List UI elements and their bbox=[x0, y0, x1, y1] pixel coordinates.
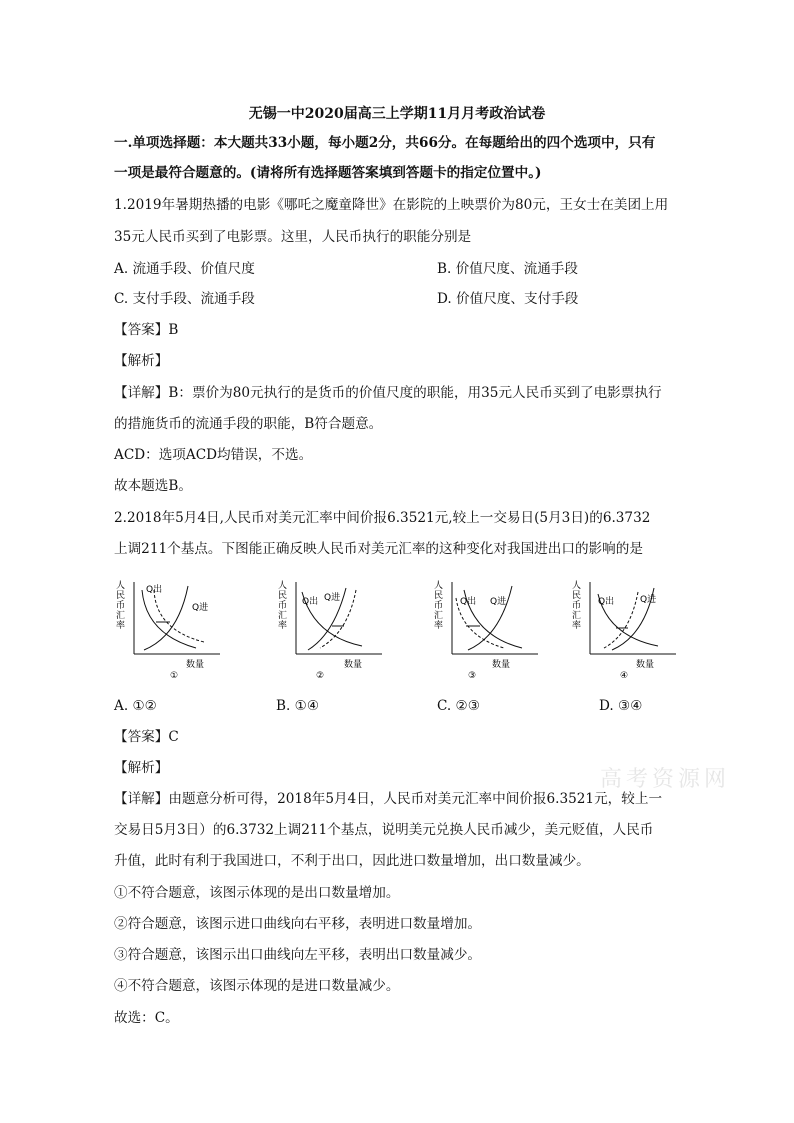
q2-answer: 【答案】C bbox=[114, 729, 179, 745]
q2-conclusion: 故选：C。 bbox=[114, 1010, 179, 1026]
svg-text:Q进: Q进 bbox=[490, 597, 507, 607]
section-header-line2: 一项是最符合题意的。(请将所有选择题答案填到答题卡的指定位置中。) bbox=[114, 165, 542, 181]
q1-option-a: A. 流通手段、价值尺度 bbox=[114, 261, 255, 277]
q1-answer: 【答案】B bbox=[114, 322, 179, 338]
q1-conclusion: 故本题选B。 bbox=[114, 478, 192, 494]
svg-text:Q进: Q进 bbox=[640, 595, 657, 605]
q1-option-b: B. 价值尺度、流通手段 bbox=[437, 261, 578, 277]
svg-text:Q进: Q进 bbox=[324, 593, 341, 603]
graph-1-xlabel: 数量 bbox=[186, 660, 205, 670]
graph-3-num: ③ bbox=[468, 671, 477, 681]
svg-text:民: 民 bbox=[434, 591, 444, 601]
q2-item-3: ③符合题意，该图示出口曲线向左平移，表明出口数量减少。 bbox=[114, 947, 482, 963]
svg-text:率: 率 bbox=[278, 621, 288, 631]
svg-text:汇: 汇 bbox=[116, 611, 126, 621]
svg-text:币: 币 bbox=[572, 601, 582, 611]
q2-item-2: ②符合题意，该图示进口曲线向右平移，表明进口数量增加。 bbox=[114, 916, 482, 932]
svg-text:币: 币 bbox=[434, 601, 444, 611]
graph-1-ylabel-1: 人 bbox=[116, 581, 126, 591]
q1-stem-line1: 1.2019年暑期热播的电影《哪吒之魔童降世》在影院的上映票价为80元，王女士在美团上用 bbox=[114, 197, 669, 213]
graph-3-xlabel: 数量 bbox=[492, 660, 511, 670]
q2-item-1: ①不符合题意，该图示体现的是出口数量增加。 bbox=[114, 885, 400, 901]
svg-text:率: 率 bbox=[116, 621, 126, 631]
q2-option-a: A. ①② bbox=[114, 698, 157, 714]
svg-text:人: 人 bbox=[434, 581, 444, 591]
q2-option-b: B. ①④ bbox=[276, 698, 320, 714]
svg-text:币: 币 bbox=[278, 601, 288, 611]
svg-text:Q出: Q出 bbox=[598, 597, 615, 607]
svg-text:人: 人 bbox=[572, 581, 582, 591]
page-title: 无锡一中2020届高三上学期11月月考政治试卷 bbox=[248, 106, 546, 122]
graph-4-xlabel: 数量 bbox=[636, 660, 655, 670]
graph-2 bbox=[274, 578, 386, 680]
graph-2-xlabel: 数量 bbox=[344, 660, 363, 670]
graph-1-num: ① bbox=[170, 671, 179, 681]
q1-detail-line3: ACD：选项ACD均错误，不选。 bbox=[114, 447, 313, 463]
q2-analysis-label: 【解析】 bbox=[114, 760, 169, 776]
watermark: 高考资源网 bbox=[600, 767, 731, 792]
svg-text:民: 民 bbox=[116, 591, 126, 601]
svg-text:Q出: Q出 bbox=[302, 597, 319, 607]
q1-analysis-label: 【解析】 bbox=[114, 353, 169, 369]
q2-option-d: D. ③④ bbox=[599, 698, 643, 714]
graph-1 bbox=[112, 578, 224, 680]
q1-stem-line2: 35元人民币买到了电影票。这里，人民币执行的职能分别是 bbox=[114, 229, 472, 245]
q1-detail-line2: 的措施货币的流通手段的职能，B符合题意。 bbox=[114, 416, 383, 432]
svg-text:人: 人 bbox=[278, 581, 288, 591]
svg-text:Q出: Q出 bbox=[460, 597, 477, 607]
graph-4 bbox=[568, 578, 680, 680]
q2-stem-line1: 2.2018年5月4日,人民币对美元汇率中间价报6.3521元,较上一交易日(5月3日)的6.3732 bbox=[114, 510, 651, 526]
q2-option-c: C. ②③ bbox=[437, 698, 480, 714]
q2-detail-line2: 交易日5月3日）的6.3732上调211个基点，说明美元兑换人民币减少，美元贬值，人民币 bbox=[114, 822, 654, 838]
svg-text:民: 民 bbox=[572, 591, 582, 601]
svg-text:民: 民 bbox=[278, 591, 288, 601]
svg-text:率: 率 bbox=[434, 621, 444, 631]
graph-2-num: ② bbox=[316, 671, 325, 681]
svg-text:Q出: Q出 bbox=[146, 585, 163, 595]
svg-text:币: 币 bbox=[116, 601, 126, 611]
svg-text:汇: 汇 bbox=[572, 611, 582, 621]
section-header-line1: 一.单项选择题：本大题共33小题，每小题2分，共66分。在每题给出的四个选项中，只有 bbox=[114, 135, 656, 151]
graph-3 bbox=[430, 578, 542, 680]
q1-option-d: D. 价值尺度、支付手段 bbox=[437, 291, 579, 307]
q1-option-c: C. 支付手段、流通手段 bbox=[114, 291, 255, 307]
q2-detail-line3: 升值，此时有利于我国进口，不利于出口，因此进口数量增加，出口数量减少。 bbox=[114, 853, 590, 869]
svg-text:汇: 汇 bbox=[434, 611, 444, 621]
graph-4-num: ④ bbox=[620, 671, 629, 681]
q1-detail-line1: 【详解】B：票价为80元执行的是货币的价值尺度的职能，用35元人民币买到了电影票执行 bbox=[114, 385, 662, 401]
svg-text:汇: 汇 bbox=[278, 611, 288, 621]
q2-item-4: ④不符合题意，该图示体现的是进口数量减少。 bbox=[114, 978, 400, 994]
svg-text:率: 率 bbox=[572, 621, 582, 631]
svg-text:Q进: Q进 bbox=[192, 603, 209, 613]
q2-stem-line2: 上调211个基点。下图能正确反映人民币对美元汇率的这种变化对我国进出口的影响的是 bbox=[114, 541, 643, 557]
q2-detail-line1: 【详解】由题意分析可得，2018年5月4日，人民币对美元汇率中间价报6.3521元，较上一 bbox=[114, 791, 663, 807]
